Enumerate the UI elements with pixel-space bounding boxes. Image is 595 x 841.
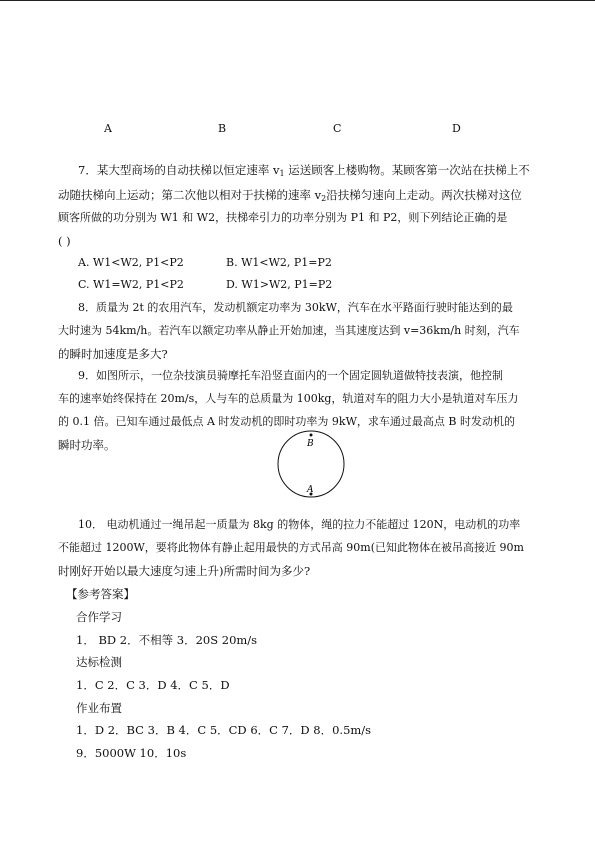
q10-line-1: 10． 电动机通过一绳吊起一质量为 8kg 的物体，绳的拉力不能超过 120N，电动机的功率 [78,518,521,531]
q7-line-4: ( ) [58,234,71,248]
q7-line-2: 动随扶梯向上运动；第二次他以相对于扶梯的速率 $v_2$沿扶梯匀速向上走动。两次扶梯对这位 [58,188,522,203]
answers-section-3-title: 作业布置 [76,701,122,715]
q9-line-4: 瞬时功率。 [58,438,116,452]
top-border-line [0,0,595,1]
answers-section-2-title: 达标检测 [76,655,122,669]
q8-line-3: 的瞬时加速度是多大? [58,347,168,361]
q7-option-c: C. W1=W2, P1<P2 [78,278,184,291]
q7-line-3: 顾客所做的功分别为 W1 和 W2，扶梯牵引力的功率分别为 P1 和 P2，则下列结论正确的是 [58,211,508,224]
q8-line-2: 大时速为 54km/h。若汽车以额定功率从静止开始加速，当其速度达到 v=36km/h 时刻，汽车 [58,324,520,337]
answers-section-2-items: 1．C 2．C 3．D 4．C 5．D [76,678,230,692]
answers-section-3-items-2: 9．5000W 10．10s [76,746,187,760]
choice-label-d: D [452,122,461,135]
q9-line-2: 车的速率始终保持在 20m/s，人与车的总质量为 100kg，轨道对车的阻力大小是轨道对车压力 [58,392,519,405]
answers-heading: 【参考答案】 [66,587,135,601]
point-b-marker [310,434,313,437]
q7-option-d: D. W1>W2, P1=P2 [226,278,333,291]
circular-track-figure [268,426,358,506]
choice-label-a: A [104,122,112,135]
answers-section-3-items-1: 1．D 2．BC 3．B 4．C 5．CD 6．C 7．D 8．0.5m/s [76,723,372,737]
q9-line-3: 的 0.1 倍。已知车通过最低点 A 时发动机的即时功率为 9kW，求车通过最高点 B 时发动机的 [58,415,515,428]
q7-option-a: A. W1<W2, P1<P2 [78,256,184,269]
q9-line-1: 9．如图所示，一位杂技演员骑摩托车沿竖直面内的一个固定圆轨道做特技表演，他控制 [78,369,503,382]
q10-line-3: 时刚好开始以最大速度匀速上升)所需时间为多少? [58,564,311,578]
answers-section-1-title: 合作学习 [76,610,122,624]
q7-option-b: B. W1<W2, P1=P2 [226,256,332,269]
choice-label-b: B [218,122,227,135]
point-a-label: A [307,485,314,495]
q7-line-1: 7．某大型商场的自动扶梯以恒定速率 $v_1$ 运送顾客上楼购物。某顾客第一次站在扶梯上不 [78,163,530,178]
answers-section-1-items: 1． BD 2．不相等 3．20S 20m/s [76,633,258,647]
point-b-label: B [307,439,314,449]
q10-line-2: 不能超过 1200W，要将此物体有静止起用最快的方式吊高 90m(已知此物体在被吊高接近 90m [58,541,524,554]
q8-line-1: 8．质量为 2t 的农用汽车，发动机额定功率为 30kW，汽车在水平路面行驶时能达到的最 [78,301,513,314]
choice-label-c: C [333,122,342,135]
